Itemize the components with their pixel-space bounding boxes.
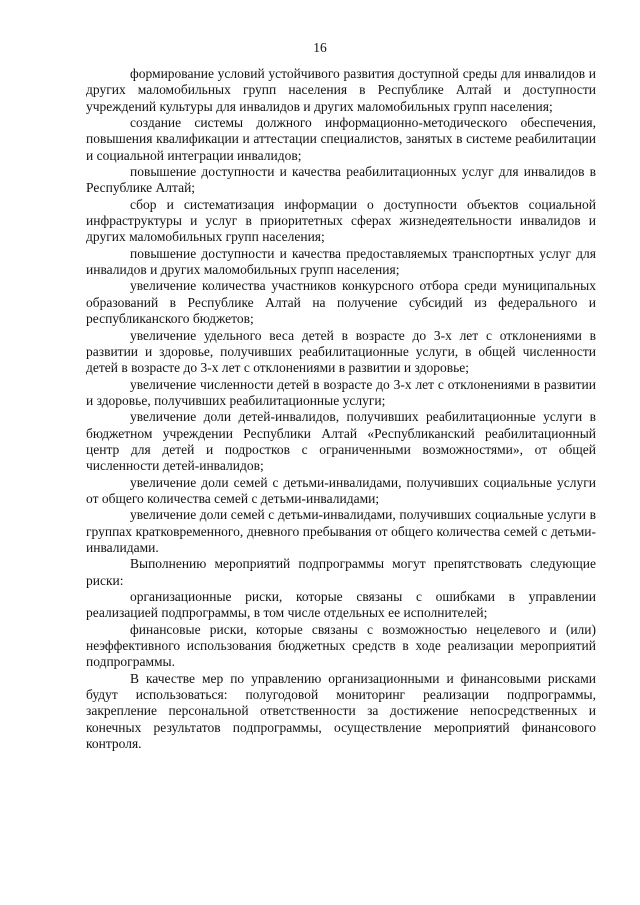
paragraph: создание системы должного информационно-методического обеспечения, повышения квалификации и аттестации специалистов, занятых в системе реабилитации и социальной интеграции инвалидов; [86,115,596,163]
paragraph: увеличение количества участников конкурсного отбора среди муниципальных образований в Республике Алтай на получение субсидий из федерального и республиканского бюджетов; [86,278,596,327]
document-body [86,66,596,752]
paragraph: организационные риски, которые связаны с ошибками в управлении реализацией подпрограммы, в том числе отдельных ее исполнителей; [86,589,596,621]
paragraph: повышение доступности и качества реабилитационных услуг для инвалидов в Республике Алтай; [86,164,596,196]
paragraph: увеличение доли детей-инвалидов, получивших реабилитационные услуги в бюджетном учреждении Республики Алтай «Республиканский реабилитационный центр для детей и подростков с ограниченными возможностями», от общей численности детей-инвалидов; [86,409,596,474]
paragraph: увеличение удельного веса детей в возрасте до 3-х лет с отклонениями в развитии и здоровье, получивших реабилитационные услуги, в общей численности детей в возрасте до 3-х лет с отклонениями в развитии и здоровье; [86,327,596,376]
paragraph: сбор и систематизация информации о доступности объектов социальной инфраструктуры и услуг в приоритетных сферах жизнедеятельности инвалидов и других маломобильных групп населения; [86,196,596,245]
paragraph: увеличение доли семей с детьми-инвалидами, получивших социальные услуги в группах кратковременного, дневного пребывания от общего количества семей с детьми-инвалидами. [86,507,596,555]
paragraph: увеличение численности детей в возрасте до 3-х лет с отклонениями в развитии и здоровье, получивших реабилитационные услуги; [86,376,596,408]
paragraph: Выполнению мероприятий подпрограммы могут препятствовать следующие риски: [86,556,596,588]
paragraph: формирование условий устойчивого развития доступной среды для инвалидов и других маломобильных групп населения в Республике Алтай и доступности учреждений культуры для инвалидов и других маломобильных групп населения; [86,66,596,114]
paragraph: В качестве мер по управлению организационными и финансовыми рисками будут использоваться: полугодовой мониторинг реализации подпрограммы, закрепление персональной ответственности за достижение непосредственных и конечных результатов подпрограммы, осуществление мероприятий финансового контроля. [86,670,596,752]
paragraph: повышение доступности и качества предоставляемых транспортных услуг для инвалидов и других маломобильных групп населения; [86,245,596,278]
paragraph: увеличение доли семей с детьми-инвалидами, получивших социальные услуги от общего количества семей с детьми-инвалидами; [86,474,596,506]
page-number: 16 [313,40,327,55]
paragraph: финансовые риски, которые связаны с возможностью нецелевого и (или) неэффективного использования бюджетных средств в ходе реализации мероприятий подпрограммы. [86,621,596,670]
